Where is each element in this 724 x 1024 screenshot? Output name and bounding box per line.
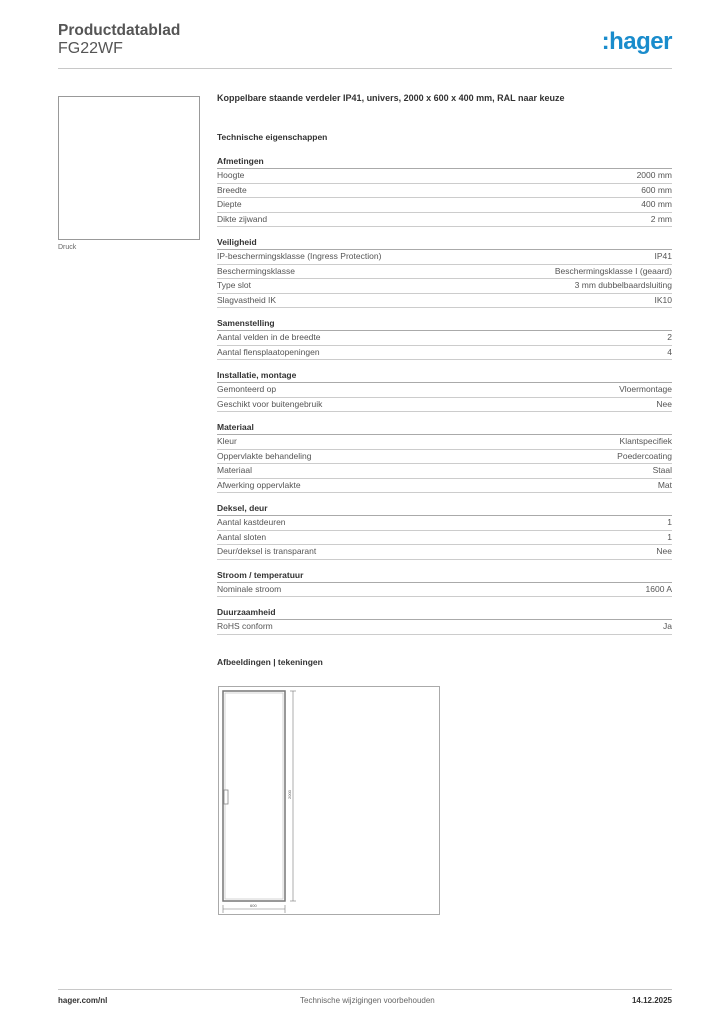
spec-label: Slagvastheid IK [217, 294, 277, 305]
spec-value: Nee [656, 546, 672, 556]
spec-value: 600 mm [641, 184, 672, 195]
spec-value: 4 [667, 346, 672, 357]
spec-label: Nominale stroom [217, 583, 282, 594]
spec-value: Beschermingsklasse I (geaard) [554, 265, 672, 276]
spec-label: Aantal kastdeuren [217, 517, 286, 527]
spec-label: Geschikt voor buitengebruik [217, 398, 323, 409]
door-handle-icon [224, 790, 228, 804]
spec-label: Breedte [217, 184, 247, 195]
spec-section [217, 155, 672, 227]
spec-row [217, 479, 672, 494]
spec-row [217, 620, 672, 635]
spec-value: Klantspecifiek [619, 436, 672, 446]
spec-value: Poedercoating [617, 450, 672, 461]
page-title: Productdatablad [58, 22, 181, 39]
spec-label: Beschermingsklasse [217, 265, 295, 276]
spec-section [217, 421, 672, 493]
spec-value: 1 [667, 531, 672, 542]
footer-date: 14.12.2025 [631, 996, 672, 1005]
spec-value: 1 [667, 517, 672, 527]
section-heading: Materiaal [217, 421, 672, 435]
spec-value: 2000 mm [636, 170, 672, 180]
product-description: Koppelbare staande verdeler IP41, univers, 2000 x 600 x 400 mm, RAL naar keuze [217, 93, 565, 103]
spec-row [217, 169, 672, 184]
section-heading: Stroom / temperatuur [217, 569, 672, 583]
image-caption: Druck [58, 244, 77, 251]
spec-section [217, 606, 672, 635]
spec-row [217, 213, 672, 228]
cabinet-drawing [219, 687, 439, 914]
spec-label: Aantal velden in de breedte [217, 332, 321, 342]
images-heading: Afbeeldingen | tekeningen [217, 656, 323, 667]
spec-label: Type slot [217, 280, 252, 290]
section-heading: Veiligheid [217, 236, 672, 250]
footer-disclaimer: Technische wijzigingen voorbehouden [300, 996, 435, 1005]
height-dimension: 2000 [287, 790, 292, 799]
spec-row [217, 279, 672, 294]
spec-value: Staal [652, 465, 672, 475]
spec-value: Ja [663, 621, 672, 631]
spec-row [217, 294, 672, 309]
spec-label: Deur/deksel is transparant [217, 546, 317, 556]
spec-row [217, 265, 672, 280]
spec-value: 3 mm dubbelbaardsluiting [574, 280, 672, 290]
spec-row [217, 383, 672, 398]
spec-label: Materiaal [217, 465, 252, 475]
spec-row [217, 250, 672, 265]
spec-value: Nee [656, 398, 672, 409]
spec-label: Aantal sloten [217, 531, 267, 542]
spec-value: 2 mm [650, 213, 672, 224]
spec-row [217, 435, 672, 450]
hager-logo: :hager [601, 28, 672, 55]
spec-section [217, 569, 672, 598]
tech-heading: Technische eigenschappen [217, 132, 328, 142]
spec-label: Aantal flensplaatopeningen [217, 346, 320, 357]
spec-row [217, 531, 672, 546]
spec-value: IP41 [654, 251, 672, 261]
technical-drawing [218, 686, 440, 915]
spec-section [217, 502, 672, 560]
spec-label: Dikte zijwand [217, 213, 268, 224]
spec-row [217, 184, 672, 199]
section-heading: Installatie, montage [217, 369, 672, 383]
main-content [217, 93, 672, 671]
width-dimension: 600 [250, 903, 257, 908]
spec-row [217, 346, 672, 361]
spec-label: RoHS conform [217, 621, 273, 631]
spec-value: 2 [667, 332, 672, 342]
spec-row [217, 398, 672, 413]
spec-label: Afwerking oppervlakte [217, 479, 301, 490]
section-heading: Afmetingen [217, 155, 672, 169]
spec-row [217, 516, 672, 531]
product-image [58, 96, 200, 240]
spec-label: Gemonteerd op [217, 384, 277, 394]
spec-row [217, 464, 672, 479]
product-code: FG22WF [58, 40, 123, 57]
spec-value: Mat [657, 479, 672, 490]
header-divider [58, 68, 672, 69]
spec-section [217, 317, 672, 360]
spec-value: 1600 A [645, 583, 672, 594]
spec-label: IP-beschermingsklasse (Ingress Protection) [217, 251, 382, 261]
spec-row [217, 545, 672, 560]
footer-divider [58, 989, 672, 990]
spec-section [217, 236, 672, 308]
spec-value: Vloermontage [619, 384, 672, 394]
spec-row [217, 583, 672, 598]
spec-label: Kleur [217, 436, 237, 446]
section-heading: Samenstelling [217, 317, 672, 331]
spec-label: Diepte [217, 199, 242, 209]
spec-row [217, 450, 672, 465]
spec-label: Oppervlakte behandeling [217, 450, 312, 461]
section-heading: Deksel, deur [217, 502, 672, 516]
spec-sections [217, 155, 672, 635]
spec-row [217, 198, 672, 213]
spec-row [217, 331, 672, 346]
footer-website[interactable]: hager.com/nl [58, 996, 108, 1005]
spec-value: 400 mm [641, 199, 672, 209]
spec-label: Hoogte [217, 170, 245, 180]
section-heading: Duurzaamheid [217, 606, 672, 620]
spec-section [217, 369, 672, 412]
spec-value: IK10 [654, 294, 672, 305]
